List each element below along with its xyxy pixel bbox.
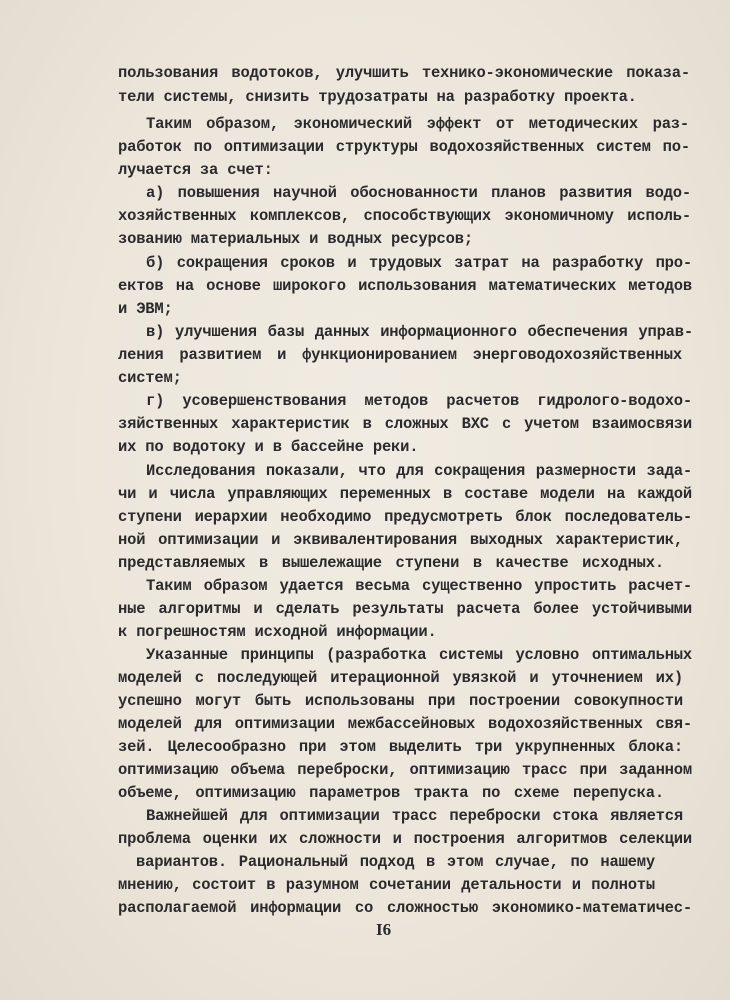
text-line: Таким образом, экономический эффект от методических раз- [146,115,689,133]
text-line: ектов на основе широкого использования математических методов [118,277,692,295]
text-line: и ЭВМ; [118,300,173,318]
text-line: тели системы, снизить трудозатраты на разработку проекта. [118,88,637,106]
text-line: ступени иерархии необходимо предусмотреть блок последователь- [118,508,692,526]
text-line: чи и числа управляющих переменных в составе модели на каждой [118,485,692,503]
text-line: Указанные принципы (разработка системы условно оптимальных [146,646,692,664]
text-line: их по водотоку и в бассейне реки. [118,438,419,456]
text-line: зей. Целесообразно при этом выделить три укрупненных блока: [118,738,683,756]
text-line: хозяйственных комплексов, способствующих экономичному исполь- [118,207,691,225]
text-line: представляемых в вышележащие ступени в качестве исходных. [118,554,664,572]
text-line: оптимизацию объема переброски, оптимизацию трасс при заданном [118,761,692,779]
text-line: лучается за счет: [118,161,273,179]
text-line: пользования водотоков, улучшить технико-экономические показа- [118,64,690,82]
text-line: а) повышения научной обоснованности планов развития водо- [146,184,691,202]
text-line: г) усовершенствования методов расчетов гидролого-водохо- [146,392,692,410]
text-line: мнению, состоит в разумном сочетании детальности и полноты [118,876,655,894]
text-line: Исследования показали, что для сокращения размерности зада- [146,462,692,480]
text-line: систем; [118,369,182,387]
text-line: моделей для оптимизации межбассейновых водохозяйственных свя- [118,715,692,733]
text-line: ные алгоритмы и сделать результаты расчета более устойчивыми [118,600,692,618]
text-line: к погрешностям исходной информации. [118,623,437,641]
text-line: объеме, оптимизацию параметров тракта по схеме перепуска. [118,784,664,802]
text-line: ной оптимизации и эквивалентирования выходных характеристик, [118,531,683,549]
text-line: располагаемой информации со сложностью экономико-математичес- [118,899,692,917]
text-line: Важнейшей для оптимизации трасс переброски стока является [146,807,683,825]
text-line: в) улучшения базы данных информационного обеспечения управ- [146,323,693,341]
text-line: проблема оценки их сложности и построения алгоритмов селекции [118,830,692,848]
text-line: работок по оптимизации структуры водохозяйственных систем по- [118,138,690,156]
text-line: моделей с последующей итерационной увязкой и уточнением их) [118,669,683,687]
page-number: I6 [376,920,392,939]
text-line: успешно могут быть использованы при построении совокупности [118,692,683,710]
text-line: зяйственных характеристик в сложных ВХС с учетом взаимосвязи [118,415,692,433]
text-line: вариантов. Рациональный подход в этом случае, по нашему [136,853,655,871]
text-line: Таким образом удается весьма существенно упростить расчет- [146,577,692,595]
text-line: ления развитием и функционированием энерговодохозяйственных [118,346,682,364]
text-line: зованию материальных и водных ресурсов; [118,230,473,248]
text-line: б) сокращения сроков и трудовых затрат на разработку про- [146,254,692,272]
